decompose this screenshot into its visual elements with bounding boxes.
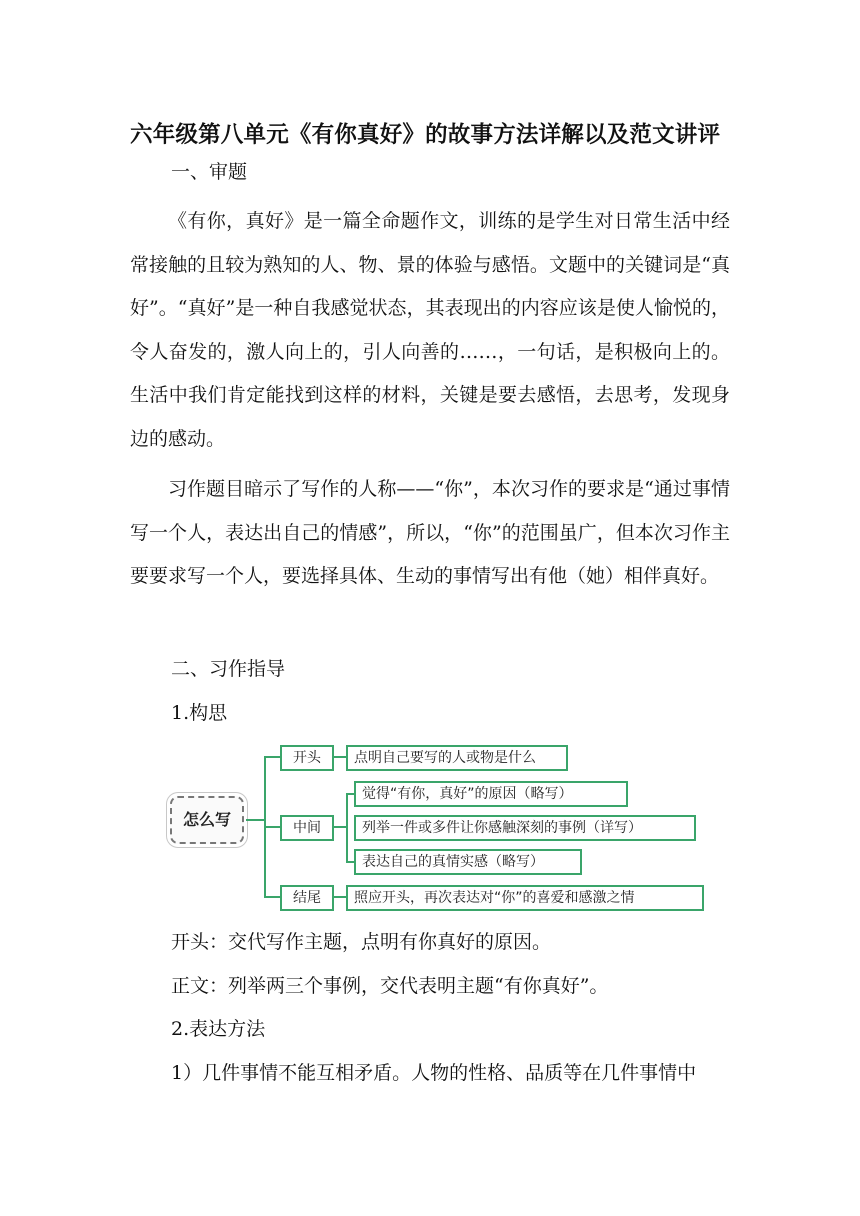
mindmap-connector [334, 756, 346, 758]
mindmap-item-ending: 照应开头，再次表达对“你”的喜爱和感激之情 [346, 885, 704, 911]
section-heading-guidance: 二、习作指导 [171, 658, 286, 680]
section-heading-review: 一、审题 [171, 161, 248, 183]
mindmap-connector [346, 793, 354, 795]
mindmap-connector [264, 896, 280, 898]
mindmap-item-middle-examples: 列举一件或多件让你感触深刻的事例（详写） [354, 815, 696, 841]
mindmap-branch-middle: 中间 [280, 815, 334, 841]
conception-mindmap [168, 738, 708, 914]
mindmap-item-middle-feelings: 表达自己的真情实感（略写） [354, 849, 582, 875]
mindmap-branch-opening: 开头 [280, 745, 334, 771]
mindmap-root: 怎么写 [170, 796, 244, 844]
paragraph-topic-analysis: 《有你，真好》是一篇全命题作文，训练的是学生对日常生活中经常接触的且较为熟知的人、物、景的体验与感悟。文题中的关键词是“真好”。“真好”是一种自我感觉状态，其表现出的内容应该是使人愉悦的，令人奋发的，激人向上的，引人向善的……，一句话，是积极向上的。生活中我们肯定能找到这样的材料，关键是要去感悟，去思考，发现身边的感动。 [130, 210, 730, 450]
document-title: 六年级第八单元《有你真好》的故事方法详解以及范文讲评 [130, 122, 721, 148]
mindmap-connector [246, 819, 264, 821]
mindmap-connector [334, 826, 346, 828]
mindmap-connector [346, 861, 354, 863]
mindmap-connector [346, 793, 348, 862]
line-body-summary: 正文：列举两三个事例，交代表明主题“有你真好”。 [171, 975, 609, 997]
paragraph-person-hint: 习作题目暗示了写作的人称——“你”，本次习作的要求是“通过事情写一个人，表达出自己的情感”，所以，“你”的范围虽广，但本次习作主要要求写一个人，要选择具体、生动的事情写出有他（她）相伴真好。 [130, 478, 730, 587]
mindmap-item-opening: 点明自己要写的人或物是什么 [346, 745, 568, 771]
mindmap-connector [264, 756, 280, 758]
subheading-conception: 1.构思 [171, 702, 228, 724]
mindmap-connector [334, 896, 346, 898]
mindmap-connector [264, 826, 280, 828]
subheading-expression-methods: 2.表达方法 [171, 1018, 266, 1040]
line-opening-summary: 开头：交代写作主题，点明有你真好的原因。 [171, 931, 552, 953]
mindmap-item-middle-reason: 觉得“有你，真好”的原因（略写） [354, 781, 628, 807]
point-1: 1）几件事情不能互相矛盾。人物的性格、品质等在几件事情中 [171, 1062, 697, 1084]
mindmap-branch-ending: 结尾 [280, 885, 334, 911]
